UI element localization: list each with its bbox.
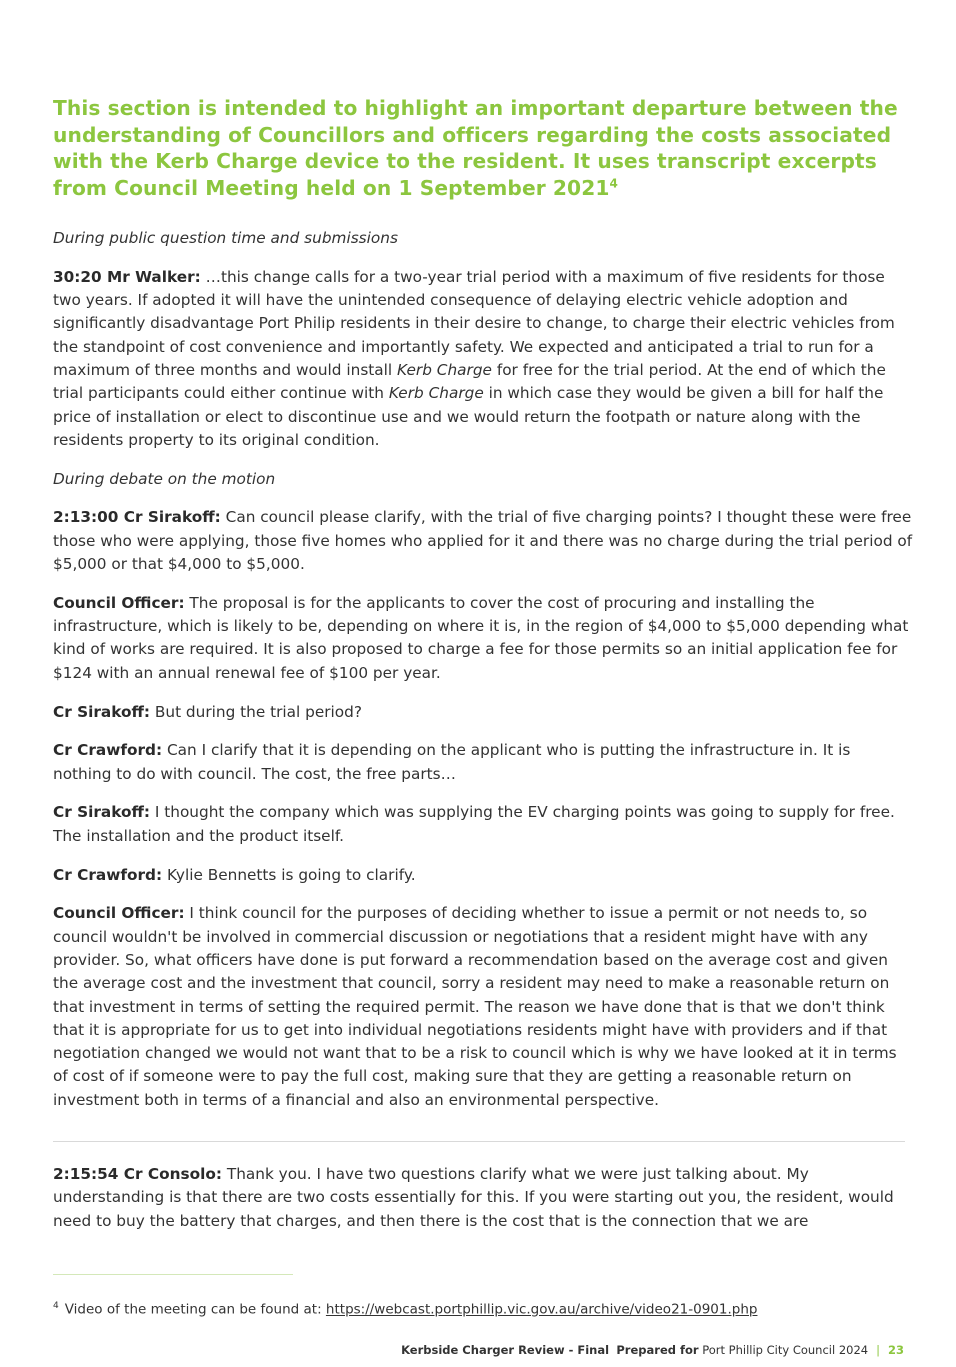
- transcript-paragraph: Council Officer: I think council for the purposes of deciding whether to issue a permit or not needs to, so council wouldn't be involved in commercial discussion or negotiations that a resident might have with any provider. So, what officers have done is put forward a recommendation based on the average cost and given the average cost and the investment that council, sorry a resident may need to make a reasonable return on that investment in terms of setting the required permit. The reason we have done that is that we don't think that it is appropriate for us to get into individual negotiations residents might have with providers and if that negotiation changed we would not want that to be a risk to council which is why we have looked at it in terms of cost of if someone were to pay the full cost, making sure that they are getting a reasonable return on investment both in terms of a financial and also an environmental perspective.: [53, 904, 897, 1109]
- page-footer: [401, 1343, 904, 1357]
- footnote-number: 4: [53, 1301, 59, 1311]
- footnote-rule: [53, 1274, 293, 1275]
- product-name: Kerb Charge: [388, 384, 484, 403]
- speaker-label: Cr Crawford:: [53, 865, 163, 884]
- consolo-paragraph: 2:15:54 Cr Consolo: Thank you. I have two questions clarify what we were just talking about. My understanding is that there are two costs essentially for this. If you were starting out you, the resident, would need to buy the battery that charges, and then there is the cost that is the connection that we are: [53, 1165, 894, 1230]
- subheading-debate: During debate on the motion: [53, 469, 276, 488]
- transcript-paragraph: Cr Sirakoff: But during the trial period?: [53, 702, 362, 721]
- section-divider: [53, 1141, 905, 1142]
- speaker-label: Council Officer:: [53, 904, 185, 923]
- footer-doc-title: Kerbside Charger Review - Final: [401, 1343, 610, 1357]
- page-number: 23: [887, 1343, 904, 1357]
- webcast-link[interactable]: https://webcast.portphillip.vic.gov.au/archive/video21-0901.php: [325, 1301, 758, 1318]
- speaker-label: 30:20 Mr Walker:: [53, 267, 201, 286]
- heading-text: This section is intended to highlight an important departure between the understanding of Councillors and officers regarding the costs associated with the Kerb Charge device to the resident. It uses transcript excerpts from Council Meeting held on 1 September 2021: [53, 96, 898, 200]
- speaker-label: 2:15:54 Cr Consolo:: [53, 1165, 222, 1183]
- transcript-paragraph: Council Officer: The proposal is for the applicants to cover the cost of procuring and installing the infrastructure, which is likely to be, depending on where it is, in the region of $4,000 to $5,000 depending what kind of works are required. It is also proposed to charge a fee for those permits so an initial application fee for $124 with an annual renewal fee of $100 per year.: [53, 593, 909, 682]
- footer-client: Port Phillip City Council 2024: [702, 1343, 869, 1357]
- section-heading: [53, 95, 913, 201]
- speaker-label: Cr Sirakoff:: [53, 803, 151, 822]
- speaker-label: Cr Crawford:: [53, 741, 163, 760]
- transcript-paragraph: 2:13:00 Cr Sirakoff: Can council please clarify, with the trial of five charging points? I thought these were free those who were applying, those five homes who applied for it and there was no charge during the trial period of $5,000 or that $4,000 to $5,000.: [53, 508, 913, 574]
- transcript-lower: [53, 1163, 913, 1248]
- walker-paragraph: 30:20 Mr Walker: …this change calls for a two-year trial period with a maximum of five residents for those two years. If adopted it will have the unintended consequence of delaying electric vehicle adoption and significantly disadvantage Port Philip residents in their desire to change, to charge their electric vehicles from the standpoint of cost convenience and importantly safety. We expected and anticipated a trial to run for a maximum of three months and would install Kerb Charge for free for the trial period. At the end of which the trial participants could either continue with Kerb Charge in which case they would be given a bill for half the price of installation or elect to discontinue use and we would return the footpath or nature along with the residents property to its original condition.: [53, 267, 895, 449]
- transcript-paragraph: Cr Crawford: Kylie Bennetts is going to clarify.: [53, 865, 416, 884]
- footer-prepared-label: Prepared for: [616, 1343, 699, 1357]
- footnote-reference[interactable]: 4: [609, 175, 618, 190]
- speaker-label: Council Officer:: [53, 593, 185, 612]
- footnote-text: Video of the meeting can be found at:: [64, 1301, 326, 1318]
- subheading-public-question: During public question time and submissions: [53, 229, 398, 247]
- speaker-label: 2:13:00 Cr Sirakoff:: [53, 508, 221, 527]
- transcript-paragraph: Cr Crawford: Can I clarify that it is depending on the applicant who is putting the infrastructure in. It is nothing to do with council. The cost, the free parts…: [53, 741, 851, 783]
- product-name: Kerb Charge: [397, 360, 492, 379]
- transcript-paragraph: Cr Sirakoff: I thought the company which was supplying the EV charging points was going to supply for free. The installation and the product itself.: [53, 803, 895, 845]
- speaker-label: Cr Sirakoff:: [53, 702, 151, 721]
- transcript-upper: [53, 227, 913, 1128]
- footer-separator: |: [876, 1343, 880, 1357]
- footnote: [53, 1297, 913, 1319]
